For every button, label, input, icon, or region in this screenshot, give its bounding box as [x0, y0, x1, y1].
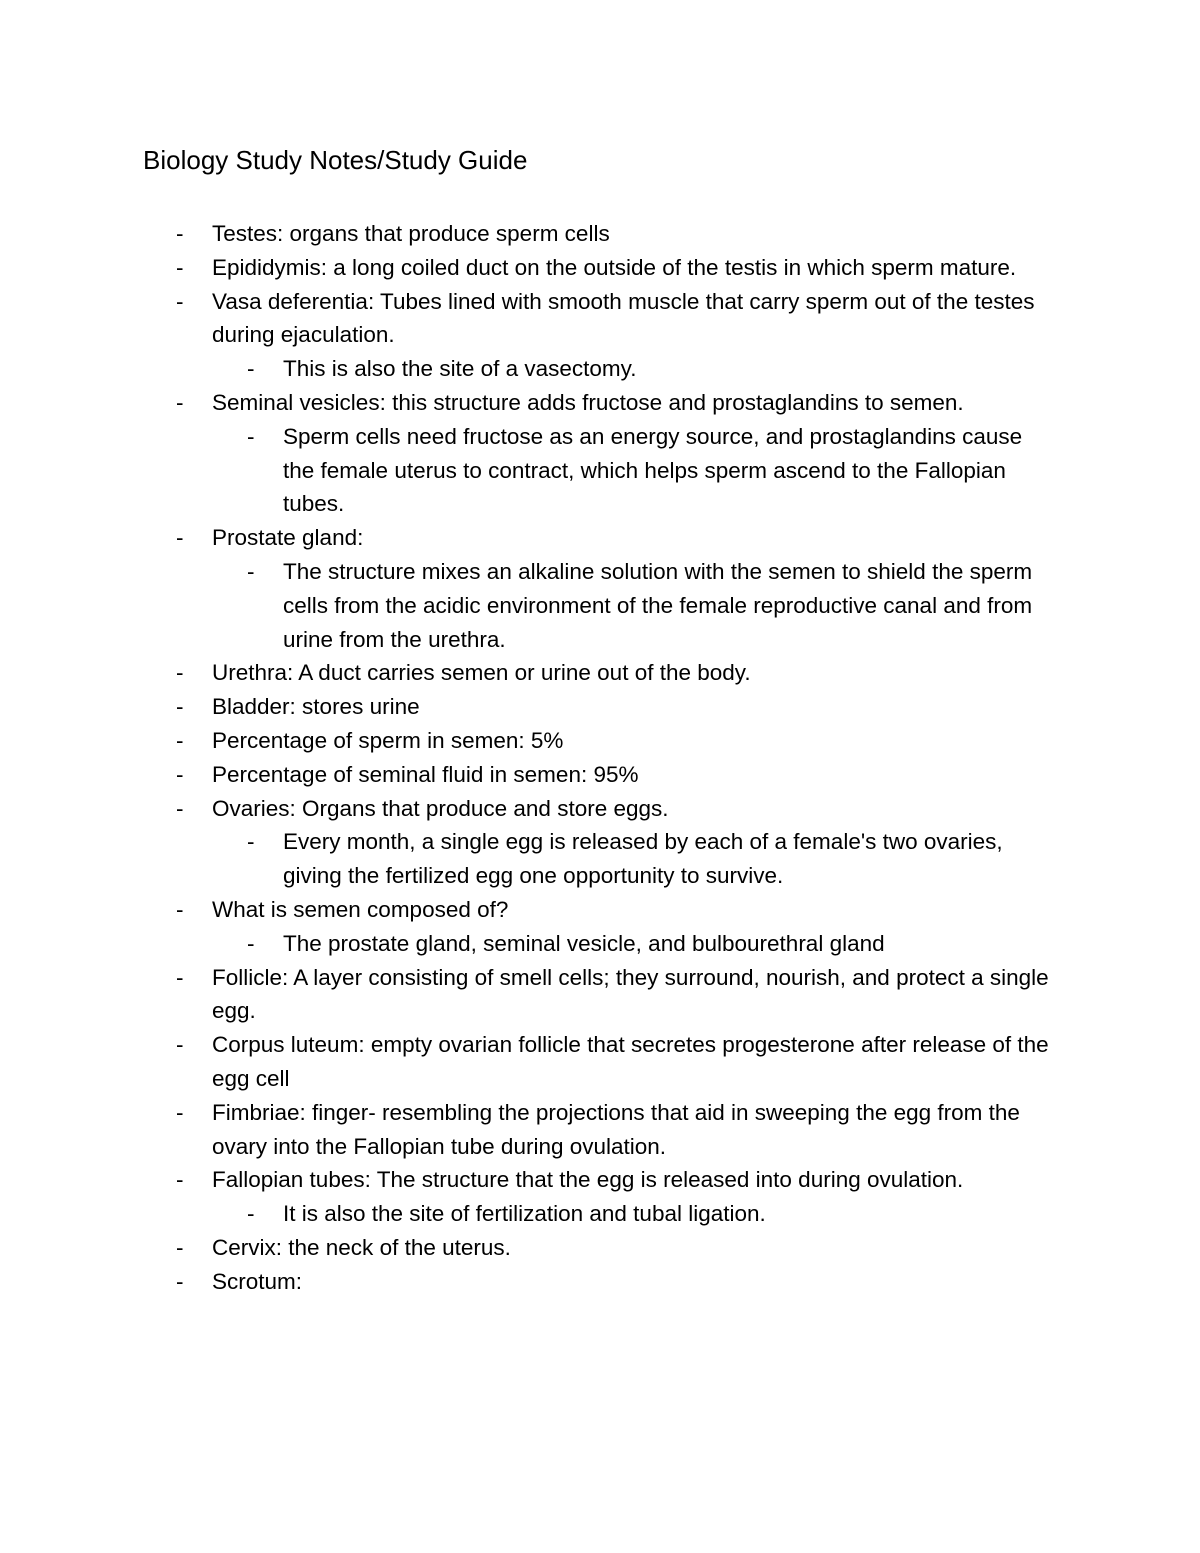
list-item [0, 1265, 1052, 1299]
bullet-dash: - [247, 423, 255, 449]
bullet-dash: - [176, 1032, 184, 1058]
list-item [0, 656, 1052, 690]
list-item-text: Corpus luteum: empty ovarian follicle that secretes progesterone after release of the egg cell [212, 1032, 1049, 1091]
list-item-text: Seminal vesicles: this structure adds fructose and prostaglandins to semen. [212, 389, 964, 415]
list-item-text: Urethra: A duct carries semen or urine out of the body. [212, 660, 751, 686]
list-item-text: Follicle: A layer consisting of smell cells; they surround, nourish, and protect a single egg. [212, 964, 1049, 1024]
bullet-dash: - [247, 1201, 255, 1227]
list-item [0, 690, 1052, 724]
sub-list [0, 927, 1052, 961]
bullet-dash: - [176, 761, 184, 787]
list-item [0, 792, 1052, 893]
list-item [0, 893, 1052, 961]
page-title: Biology Study Notes/Study Guide [143, 145, 528, 175]
notes-list [0, 217, 1052, 1299]
bullet-dash: - [176, 525, 184, 551]
bullet-dash: - [176, 1167, 184, 1193]
list-item-text: Percentage of sperm in semen: 5% [212, 727, 564, 753]
sub-list [0, 352, 1052, 386]
list-item [0, 251, 1052, 285]
sub-list-item [0, 420, 1058, 521]
bullet-dash: - [176, 694, 184, 720]
bullet-dash: - [176, 795, 184, 821]
sub-list-item [0, 352, 1058, 386]
bullet-dash: - [176, 389, 184, 415]
bullet-dash: - [176, 1234, 184, 1260]
sub-list-item [0, 555, 1058, 656]
list-item [0, 1028, 1052, 1096]
sub-list-item-text: Sperm cells need fructose as an energy source, and prostaglandins cause the female uterus to contract, which helps sperm ascend to the Fallopian tubes. [283, 423, 1023, 517]
bullet-dash: - [176, 660, 184, 686]
sub-list-item [0, 825, 1058, 893]
list-item-text: Percentage of seminal fluid in semen: 95% [212, 761, 639, 787]
list-item [0, 285, 1052, 386]
list-item-text: Prostate gland: [212, 525, 364, 551]
list-item [0, 758, 1052, 792]
bullet-dash: - [176, 964, 184, 990]
sub-list-item [0, 927, 1058, 961]
sub-list-item-text: Every month, a single egg is released by each of a female's two ovaries, giving the fertilized egg one opportunity to survive. [283, 829, 1003, 889]
list-item-text: Testes: organs that produce sperm cells [212, 221, 610, 246]
bullet-dash: - [247, 930, 255, 956]
list-item [0, 386, 1052, 521]
list-item-text: Ovaries: Organs that produce and store eggs. [212, 795, 669, 821]
sub-list-item [0, 1197, 1058, 1231]
sub-list-item-text: The structure mixes an alkaline solution with the semen to shield the sperm cells from the acidic environment of the female reproductive canal and from urine from the urethra. [283, 558, 1033, 652]
sub-list [0, 420, 1052, 521]
list-item-text: Fallopian tubes: The structure that the egg is released into during ovulation. [212, 1167, 964, 1193]
list-item [0, 1163, 1052, 1231]
sub-list [0, 555, 1052, 656]
list-item-text: Vasa deferentia: Tubes lined with smooth muscle that carry sperm out of the testes during ejaculation. [212, 288, 1035, 348]
bullet-dash: - [247, 829, 255, 855]
bullet-dash: - [176, 727, 184, 753]
bullet-dash: - [176, 1099, 184, 1125]
list-item [0, 961, 1052, 1029]
list-item-text: Bladder: stores urine [212, 694, 420, 720]
sub-list-item-text: It is also the site of fertilization and tubal ligation. [283, 1201, 766, 1227]
list-item-text: Fimbriae: finger- resembling the projections that aid in sweeping the egg from the ovary into the Fallopian tube during ovulation. [212, 1099, 1020, 1159]
bullet-dash: - [176, 896, 184, 922]
bullet-dash: - [247, 356, 255, 382]
list-item-text: Scrotum: [212, 1268, 303, 1294]
list-item [0, 521, 1052, 656]
list-item [0, 217, 1052, 251]
list-item [0, 1096, 1052, 1164]
bullet-dash: - [176, 254, 184, 280]
bullet-dash: - [176, 221, 184, 246]
list-item-text: What is semen composed of? [212, 896, 509, 922]
bullet-dash: - [176, 1268, 184, 1294]
list-item-text: Cervix: the neck of the uterus. [212, 1234, 511, 1260]
bullet-dash: - [176, 288, 184, 314]
sub-list-item-text: This is also the site of a vasectomy. [283, 356, 637, 382]
bullet-dash: - [247, 558, 255, 584]
list-item-text: Epididymis: a long coiled duct on the outside of the testis in which sperm mature. [212, 254, 1017, 280]
list-item [0, 724, 1052, 758]
list-item [0, 1231, 1052, 1265]
sub-list [0, 1197, 1052, 1231]
sub-list-item-text: The prostate gland, seminal vesicle, and bulbourethral gland [283, 930, 885, 956]
sub-list [0, 825, 1052, 893]
